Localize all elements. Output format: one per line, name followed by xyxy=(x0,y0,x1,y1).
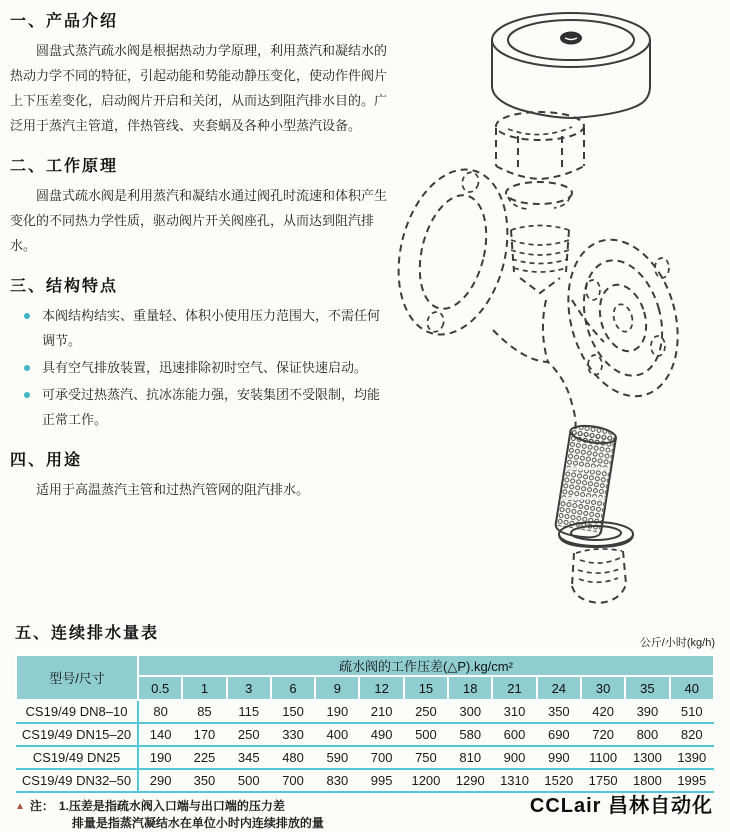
footnote-lines xyxy=(59,798,324,832)
valve-body-drawing xyxy=(390,158,695,432)
bullet-icon xyxy=(24,313,30,319)
footnote-line-1: 1.压差是指疏水阀入口端与出口端的压力差 xyxy=(58,799,285,813)
value-cell: 580 xyxy=(448,723,492,746)
section-title-intro: 一、产品介绍 xyxy=(10,13,119,30)
value-cell: 1100 xyxy=(581,746,625,769)
pressure-header-cell: 18 xyxy=(448,676,492,700)
value-cell: 690 xyxy=(537,723,581,746)
value-cell: 1300 xyxy=(625,746,669,769)
strainer-drawing xyxy=(554,423,633,603)
valve-nut-drawing xyxy=(496,112,584,179)
pressure-header-cell: 40 xyxy=(670,676,714,700)
value-cell: 510 xyxy=(680,704,703,719)
value-cell: 80 xyxy=(153,704,168,719)
value-cell: 1520 xyxy=(537,769,581,792)
section-body-principle: 圆盘式疏水阀是利用蒸汽和凝结水通过阀孔时流速和体积产生变化的不同热力学性质，驱动阀片开关阀座孔，从而达到阻汽排水。 xyxy=(10,188,388,253)
pressure-header-cell: 0.5 xyxy=(138,676,182,700)
table-row xyxy=(16,700,714,723)
value-cell: 600 xyxy=(492,723,536,746)
value-cell: 170 xyxy=(182,723,226,746)
section-title-principle: 二、工作原理 xyxy=(10,158,119,175)
span-header-cell: 疏水阀的工作压差(△P).kg/cm² xyxy=(138,655,714,676)
value-cell: 900 xyxy=(492,746,536,769)
pressure-header-cell: 1 xyxy=(182,676,226,700)
value-cell: 750 xyxy=(404,746,448,769)
value-cell: 345 xyxy=(227,746,271,769)
value-cell: 350 xyxy=(182,769,226,792)
value-cell: 400 xyxy=(315,723,359,746)
section-title-features: 三、结构特点 xyxy=(10,278,119,295)
value-cell: 250 xyxy=(415,704,437,719)
value-cell: 250 xyxy=(227,723,271,746)
value-cell: 150 xyxy=(282,704,304,719)
value-cell: 85 xyxy=(197,704,212,719)
value-cell: 1290 xyxy=(448,769,492,792)
corner-header-cell: 型号/尺寸 xyxy=(16,655,138,700)
value-cell: 1995 xyxy=(670,769,714,792)
value-cell: 390 xyxy=(636,704,659,719)
feature-item xyxy=(22,303,390,353)
table-row xyxy=(16,746,714,769)
feature-item-text: 可承受过热蒸汽、抗冰冻能力强，安装集团不受限制，均能正常工作。 xyxy=(42,387,381,427)
pressure-header-cell: 21 xyxy=(492,676,536,700)
bullet-icon xyxy=(24,392,30,398)
section-title-application: 四、用途 xyxy=(10,452,83,469)
value-cell: 115 xyxy=(238,704,260,719)
model-cell: CS19/49 DN15–20 xyxy=(16,723,138,746)
table-row xyxy=(16,723,714,746)
value-cell: 420 xyxy=(592,704,614,719)
drain-capacity-table xyxy=(15,654,715,793)
brand-logo: CCLair 昌林自动化 xyxy=(529,795,713,817)
feature-item-text: 本阀结构结实、重量轻、体积小使用压力范围大，不需任何调节。 xyxy=(42,308,381,348)
pressure-header-cell: 35 xyxy=(625,676,669,700)
pressure-header-cell: 15 xyxy=(404,676,448,700)
footnote-line-2: 排量是指蒸汽凝结水在单位小时内连续排放的量 xyxy=(71,816,324,830)
value-cell: 480 xyxy=(271,746,315,769)
value-cell: 1310 xyxy=(492,769,536,792)
section-body-intro: 圆盘式蒸汽疏水阀是根据热动力学原理，利用蒸汽和凝结水的热动力学不同的特征，引起动能和势能动静压变化，使动作件阀片上下压差变化，启动阀片开启和关闭，从而达到阻汽排水目的。广泛用于蒸汽主管道，伴热管线、夹套蜗及各种小型蒸汽设备。 xyxy=(10,43,388,133)
value-cell: 500 xyxy=(227,769,271,792)
pressure-header-cell: 30 xyxy=(581,676,625,700)
value-cell: 1800 xyxy=(625,769,669,792)
note-triangle-icon: ▲ xyxy=(15,801,25,812)
value-cell: 140 xyxy=(138,723,182,746)
text-column xyxy=(10,2,390,502)
value-cell: 800 xyxy=(625,723,669,746)
value-cell: 1390 xyxy=(670,746,714,769)
model-cell: CS19/49 DN25 xyxy=(16,746,138,769)
value-cell: 1750 xyxy=(581,769,625,792)
pressure-header-cell: 12 xyxy=(359,676,403,700)
value-cell: 590 xyxy=(315,746,359,769)
value-cell: 330 xyxy=(271,723,315,746)
value-cell: 210 xyxy=(370,704,393,719)
model-cell: CS19/49 DN32–50 xyxy=(16,769,138,792)
value-cell: 300 xyxy=(459,704,482,719)
pressure-header-cell: 9 xyxy=(315,676,359,700)
feature-item-text: 具有空气排放装置，迅速排除初时空气、保证快速启动。 xyxy=(42,360,368,375)
pressure-header-cell: 3 xyxy=(227,676,271,700)
section-body-application: 适用于高温蒸汽主管和过热汽管网的阻汽排水。 xyxy=(36,482,310,497)
feature-item xyxy=(22,355,390,380)
value-cell: 225 xyxy=(182,746,226,769)
value-cell: 700 xyxy=(359,746,403,769)
value-cell: 720 xyxy=(581,723,625,746)
value-cell: 190 xyxy=(326,704,349,719)
value-cell: 490 xyxy=(359,723,403,746)
value-cell: 700 xyxy=(271,769,315,792)
drain-table-section xyxy=(15,620,715,830)
value-cell: 290 xyxy=(138,769,182,792)
pressure-header-cell: 6 xyxy=(271,676,315,700)
value-cell: 830 xyxy=(315,769,359,792)
bullet-icon xyxy=(24,365,30,371)
feature-item xyxy=(22,382,390,432)
valve-cap-drawing xyxy=(492,13,650,118)
value-cell: 995 xyxy=(359,769,403,792)
value-cell: 350 xyxy=(547,704,570,719)
technical-drawings xyxy=(390,0,730,632)
value-cell: 820 xyxy=(670,723,714,746)
value-cell: 310 xyxy=(503,704,526,719)
footnote-label: 注： xyxy=(29,799,54,813)
model-cell: CS19/49 DN8–10 xyxy=(16,700,138,723)
value-cell: 500 xyxy=(404,723,448,746)
value-cell: 810 xyxy=(448,746,492,769)
value-cell: 990 xyxy=(537,746,581,769)
value-cell: 1200 xyxy=(404,769,448,792)
value-cell: 190 xyxy=(138,746,182,769)
section-title-drain-table: 五、连续排水量表 xyxy=(15,625,160,642)
feature-list xyxy=(10,303,390,432)
unit-note: 公斤/小时(kg/h) xyxy=(639,637,715,649)
pressure-header-cell: 24 xyxy=(537,676,581,700)
